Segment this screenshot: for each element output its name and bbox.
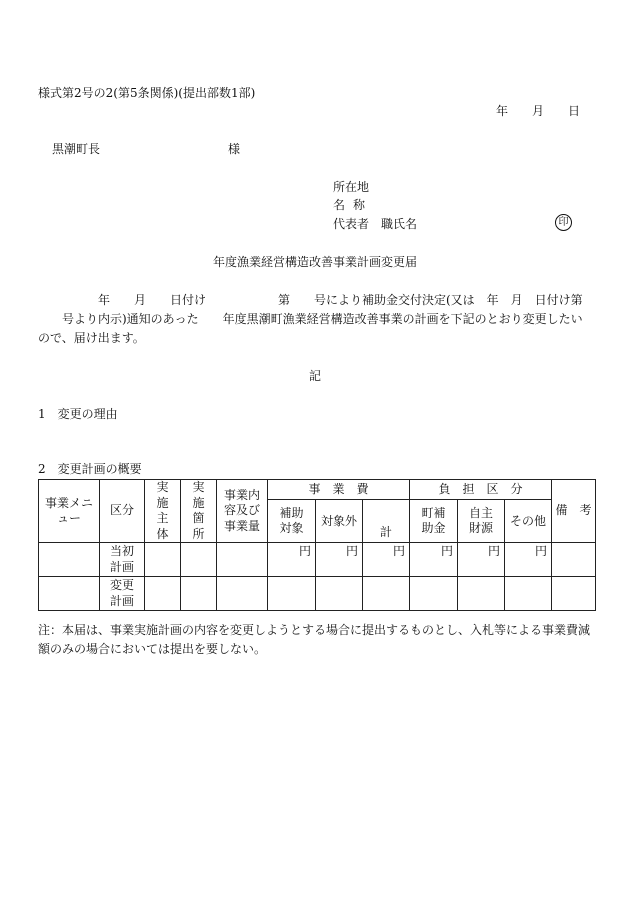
header-jigyohi: 事 業 費 xyxy=(268,480,410,500)
cell-jishu xyxy=(458,577,505,611)
header-futan: 負 担 区 分 xyxy=(410,480,552,500)
header-biko: 備 考 xyxy=(552,480,596,543)
cell-kasho xyxy=(181,577,217,611)
cell-hojo-yen: 円 xyxy=(268,543,316,577)
cell-menu xyxy=(39,543,100,577)
cell-hojo xyxy=(268,577,316,611)
applicant-representative-label: 代表者 職氏名 xyxy=(333,217,418,231)
header-hojo: 補助対象 xyxy=(268,500,316,543)
body-line-1: 年 月 日付け 第 号により補助金交付決定(又は 年 月 日付け第 xyxy=(38,293,583,307)
applicant-address-label: 所在地 xyxy=(333,180,370,194)
seal-icon: 印 xyxy=(555,214,572,231)
addressee-office: 黒潮町長 xyxy=(52,142,101,156)
header-kubun: 区分 xyxy=(100,480,145,543)
header-kasho: 実施箇所 xyxy=(181,480,217,543)
header-shutai: 実施主体 xyxy=(145,480,181,543)
body-line-2: 号より内示)通知のあった 年度黒潮町漁業経営構造改善事業の計画を下記のとおり変更したい xyxy=(38,312,583,326)
cell-chohojo xyxy=(410,577,458,611)
header-jishu: 自主財源 xyxy=(458,500,505,543)
header-menu: 事業メニュー xyxy=(39,480,100,543)
cell-naiyo xyxy=(217,543,268,577)
cell-chohojo-yen: 円 xyxy=(410,543,458,577)
date-month: 月 xyxy=(531,104,544,118)
ki-heading: 記 xyxy=(308,369,321,383)
footnote: 注：本届は、事業実施計画の内容を変更しようとする場合に提出するものとし、入札等による事業費減額のみの場合においては提出を要しない。 xyxy=(38,623,591,656)
header-sonota: その他 xyxy=(505,500,552,543)
change-plan-table xyxy=(38,479,596,611)
cell-shutai xyxy=(145,577,181,611)
table-row xyxy=(39,577,596,611)
cell-biko xyxy=(552,543,596,577)
cell-taishogai xyxy=(316,577,363,611)
form-number: 様式第2号の2(第5条関係)(提出部数1部) xyxy=(38,86,256,100)
addressee-honorific: 様 xyxy=(228,142,241,156)
header-chohojo: 町補助金 xyxy=(410,500,458,543)
cell-sonota-yen: 円 xyxy=(505,543,552,577)
date-year: 年 xyxy=(495,104,508,118)
date-line xyxy=(496,105,580,117)
cell-kei xyxy=(363,577,410,611)
header-naiyo: 事業内容及び事業量 xyxy=(217,480,268,543)
section-2-heading: 2 変更計画の概要 xyxy=(38,462,142,476)
document-title: 年度漁業経営構造改善事業計画変更届 xyxy=(212,255,417,269)
cell-shutai xyxy=(145,543,181,577)
row-label-initial: 当初計画 xyxy=(100,543,145,577)
cell-naiyo xyxy=(217,577,268,611)
date-day: 日 xyxy=(567,104,580,118)
cell-menu xyxy=(39,577,100,611)
body-line-3: ので、届け出ます。 xyxy=(38,331,145,345)
header-taishogai: 対象外 xyxy=(316,500,363,543)
applicant-name-label-2: 称 xyxy=(353,198,366,212)
cell-kasho xyxy=(181,543,217,577)
row-label-changed: 変更計画 xyxy=(100,577,145,611)
cell-jishu-yen: 円 xyxy=(458,543,505,577)
header-kei: 計 xyxy=(363,500,410,543)
applicant-name-label-1: 名 xyxy=(333,198,346,212)
section-1-heading: 1 変更の理由 xyxy=(38,407,118,421)
cell-biko xyxy=(552,577,596,611)
applicant-name-label xyxy=(333,199,365,211)
cell-sonota xyxy=(505,577,552,611)
table-row xyxy=(39,543,596,577)
cell-taishogai-yen: 円 xyxy=(316,543,363,577)
cell-kei-yen: 円 xyxy=(363,543,410,577)
